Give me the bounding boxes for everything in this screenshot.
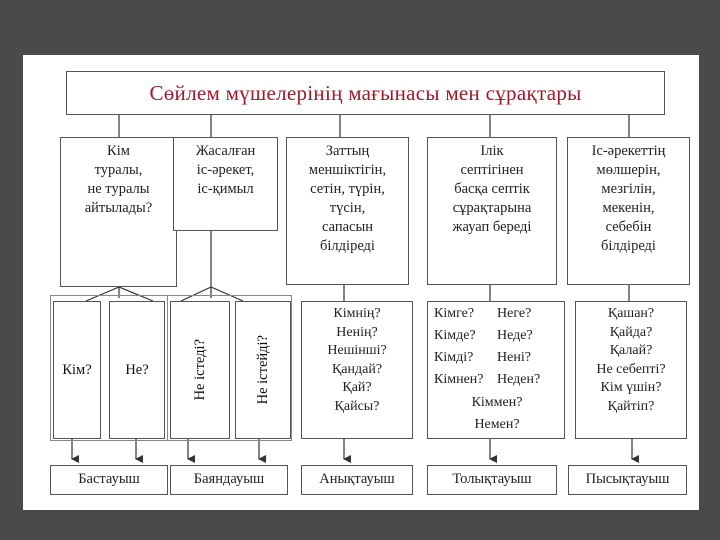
question-text: Қай? [342, 380, 372, 395]
question-text: Кімнің? [333, 306, 381, 321]
question-text: Қандай? [331, 361, 383, 377]
desc-line: сетін, түрін, [310, 181, 385, 197]
desc-line: білдіреді [601, 238, 656, 254]
desc-line: іс-әрекет, [196, 162, 255, 178]
question-text: Қайсы? [334, 398, 380, 414]
desc-line: айтылады? [84, 200, 153, 216]
desc-line: сапасын [322, 219, 373, 235]
subject-description [60, 137, 177, 287]
predicate-question-did [170, 301, 230, 439]
question-text: Неден? [497, 372, 541, 388]
question-text: Нешінші? [327, 343, 387, 358]
question-text: Кімнен? [434, 372, 484, 388]
desc-line: Ілік [480, 143, 504, 159]
term-predicate: Баяндауыш [170, 465, 288, 495]
question-text: Не істеді? [191, 339, 208, 401]
subject-question-what [109, 301, 165, 439]
question-text: Не істейді? [254, 335, 271, 405]
desc-line: меншіктігін, [308, 162, 387, 178]
desc-line: мөлшерін, [596, 162, 661, 178]
desc-line: не туралы [87, 181, 150, 197]
object-questions [427, 301, 565, 439]
attribute-questions [301, 301, 413, 439]
desc-line: мезгілін, [601, 181, 656, 197]
predicate-question-does [235, 301, 291, 439]
question-text: Неге? [497, 306, 532, 321]
desc-line: Іс-әрекеттің [591, 143, 666, 159]
question-text: Кімге? [434, 306, 475, 321]
desc-line: түсін, [329, 200, 366, 216]
question-text: Кім? [62, 361, 92, 378]
question-text: Кімде? [434, 328, 476, 344]
desc-line: Жасалған [195, 143, 256, 159]
desc-line: септігінен [460, 162, 524, 178]
desc-line: себебін [605, 219, 652, 235]
desc-line: Заттың [325, 143, 370, 159]
predicate-description [173, 137, 278, 231]
question-text: Не себепті? [596, 361, 666, 377]
desc-line: сұрақтарына [452, 200, 532, 216]
desc-line: мекенін, [602, 200, 655, 216]
desc-line: туралы, [94, 162, 143, 178]
term-subject: Бастауыш [50, 465, 168, 495]
object-description [427, 137, 557, 285]
question-text: Қалай? [609, 343, 653, 358]
question-text: Қайда? [609, 324, 653, 340]
slide [23, 55, 699, 510]
term-adverbial: Пысықтауыш [568, 465, 687, 495]
question-text: Немен? [474, 416, 520, 432]
diagram-title: Сөйлем мүшелерінің мағынасы мен сұрақтары [66, 71, 665, 115]
question-text: Қашан? [607, 306, 655, 321]
subject-question-who [53, 301, 101, 439]
desc-line: басқа септік [454, 181, 530, 197]
adverbial-questions [575, 301, 687, 439]
question-text: Кіммен? [471, 394, 523, 410]
question-text: Қайтіп? [607, 398, 655, 414]
desc-line: іс-қимыл [197, 181, 254, 197]
term-attribute: Анықтауыш [301, 465, 413, 495]
question-text: Кімді? [434, 350, 474, 366]
adverbial-description [567, 137, 690, 285]
question-text: Не? [125, 361, 149, 378]
desc-line: білдіреді [320, 238, 375, 254]
question-text: Ненің? [336, 324, 378, 340]
question-text: Неде? [497, 328, 533, 344]
question-text: Нені? [497, 350, 531, 366]
desc-line: Кім [107, 143, 130, 159]
desc-line: жауап береді [452, 219, 532, 235]
question-text: Кім үшін? [600, 380, 662, 395]
attribute-description [286, 137, 409, 285]
term-object: Толықтауыш [427, 465, 557, 495]
